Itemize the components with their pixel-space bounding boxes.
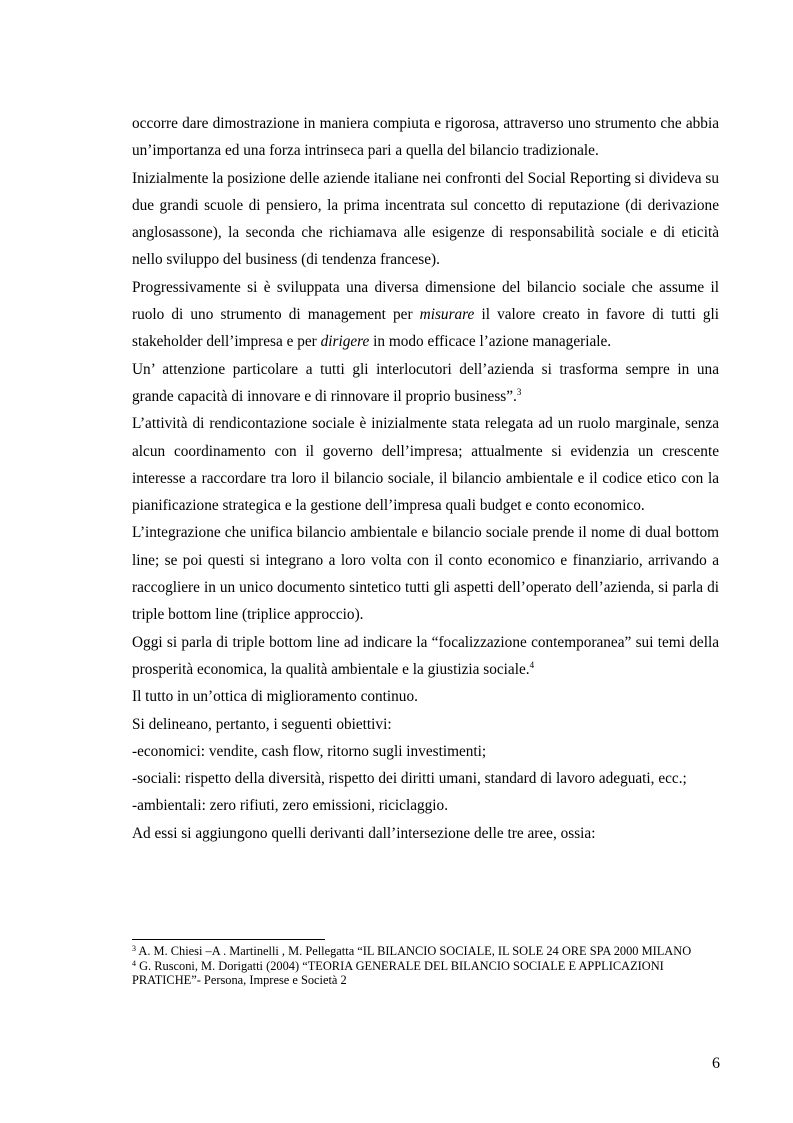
objective-item: -sociali: rispetto della diversità, rispetto dei diritti umani, standard di lavoro adeguati, ecc.; [132, 770, 687, 788]
footnote-ref[interactable]: 3 [516, 386, 522, 397]
emphasis-dirigere: dirigere [320, 333, 370, 351]
paragraph: L’attività di rendicontazione sociale è inizialmente stata relegata ad un ruolo marginale, senza alcun coordinamento con il governo dell’impresa; attualmente si evidenzia un crescente interesse a raccordare tra loro il bilancio sociale, il bilancio ambientale e il codice etico con la pianificazione strategica e la gestione dell’impresa quali budget e conto economico. [132, 415, 719, 515]
footnote-number: 4 [132, 958, 136, 968]
body-text [132, 110, 719, 847]
paragraph: Si delineano, pertanto, i seguenti obiettivi: [132, 715, 392, 733]
paragraph [132, 629, 719, 684]
paragraph-text: il valore creato in favore di tutti gli stakeholder dell’impresa e per [132, 306, 719, 351]
paragraph [132, 356, 719, 411]
footnote-separator [132, 939, 325, 940]
paragraph: Inizialmente la posizione delle aziende italiane nei confronti del Social Reporting si divideva su due grandi scuole di pensiero, la prima incentrata sul concetto di reputazione (di derivazione anglosassone), la seconda che richiamava alle esigenze di responsabilità sociale e di eticità nello sviluppo del business (di tendenza francese). [132, 169, 719, 269]
paragraph-text: Oggi si parla di triple bottom line ad indicare la “focalizzazione contemporanea” sui temi della prosperità economica, la qualità ambientale e la giustizia sociale. [132, 633, 719, 678]
footnote [132, 959, 719, 988]
footnote-text: A. M. Chiesi –A . Martinelli , M. Pellegatta “IL BILANCIO SOCIALE, IL SOLE 24 ORE SPA 2000 MILANO [136, 944, 692, 958]
paragraph [132, 274, 719, 356]
paragraph: Ad essi si aggiungono quelli derivanti dall’intersezione delle tre aree, ossia: [132, 824, 596, 842]
paragraph: occorre dare dimostrazione in maniera compiuta e rigorosa, attraverso uno strumento che abbia un’importanza ed una forza intrinseca pari a quella del bilancio tradizionale. [132, 115, 719, 160]
footnote-ref[interactable]: 4 [529, 659, 535, 670]
footnotes [132, 944, 719, 988]
paragraph: Il tutto in un’ottica di miglioramento continuo. [132, 688, 418, 706]
footnote [132, 944, 719, 959]
paragraph: L’integrazione che unifica bilancio ambientale e bilancio sociale prende il nome di dual bottom line; se poi questi si integrano a loro volta con il conto economico e finanziario, arrivando a raccogliere in un unico documento sintetico tutti gli aspetti dell’operato dell’azienda, si parla di triple bottom line (triplice approccio). [132, 524, 719, 624]
paragraph-text: Progressivamente si è sviluppata una diversa dimensione del bilancio sociale che assume il ruolo di uno strumento di management per [132, 278, 719, 324]
footnote-number: 3 [132, 944, 136, 953]
objective-item: -economici: vendite, cash flow, ritorno sugli investimenti; [132, 742, 487, 760]
objective-item: -ambientali: zero rifiuti, zero emissioni, riciclaggio. [132, 797, 449, 815]
emphasis-misurare: misurare [419, 306, 475, 324]
page-number: 6 [712, 1055, 720, 1072]
footnote-text: G. Rusconi, M. Dorigatti (2004) “TEORIA GENERALE DEL BILANCIO SOCIALE E APPLICAZIONI PRATICHE”- Persona, Imprese e Società 2 [132, 958, 664, 987]
paragraph-text: Un’ attenzione particolare a tutti gli interlocutori dell’azienda si trasforma sempre in una grande capacità di innovare e di rinnovare il proprio business”. [132, 360, 719, 405]
paragraph-text: in modo efficace l’azione manageriale. [369, 333, 612, 351]
